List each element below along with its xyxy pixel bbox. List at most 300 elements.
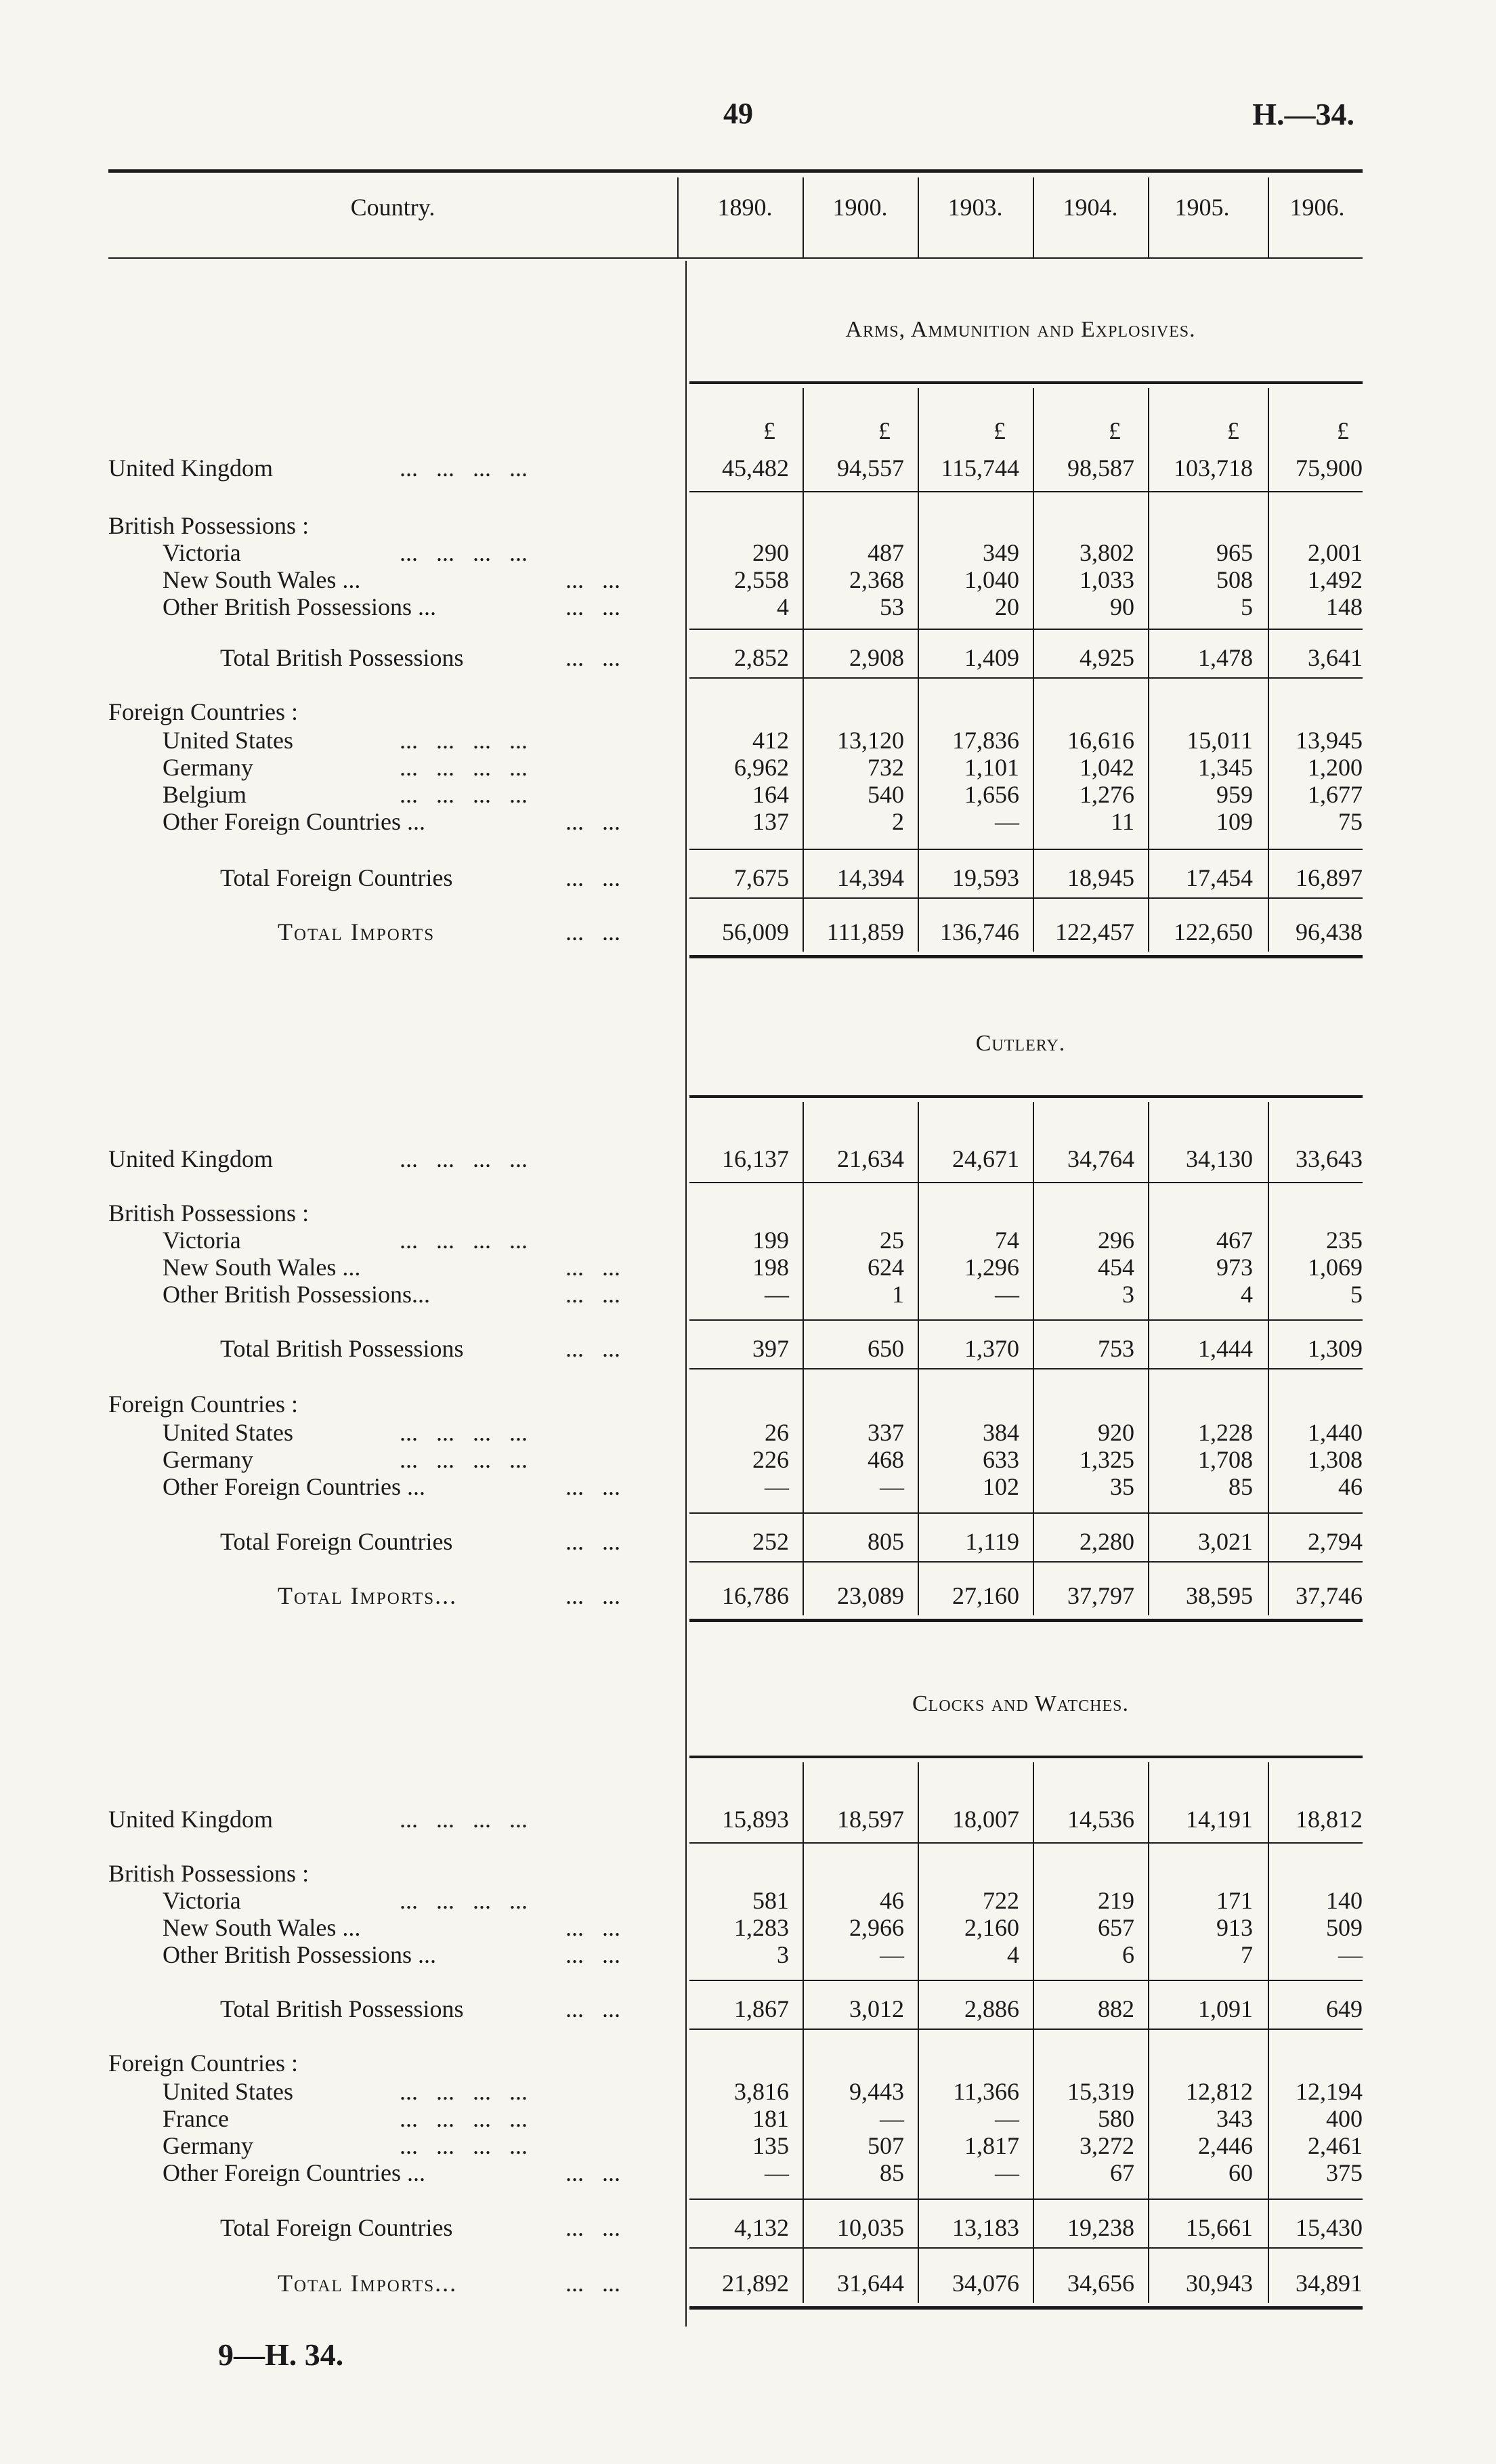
document-reference: H.—34.	[1252, 97, 1354, 131]
table-cell: 19,238	[1067, 2214, 1134, 2241]
table-cell: —	[995, 2105, 1019, 2132]
table-cell: 56,009	[722, 918, 789, 946]
table-cell: 3	[777, 1941, 789, 1968]
column-header-country: Country.	[350, 194, 435, 221]
table-cell: 90	[1110, 593, 1134, 620]
leader-dots: ... ...	[565, 2159, 620, 2186]
row-label: Total Imports...	[278, 2270, 458, 2297]
table-cell: 20	[995, 593, 1019, 620]
top-rule	[108, 169, 1363, 173]
table-cell: 37,746	[1296, 1582, 1363, 1609]
table-cell: 102	[983, 1473, 1019, 1500]
row-label: Other British Possessions ...	[163, 593, 437, 620]
table-cell: 135	[752, 2132, 789, 2159]
column-header-year: 1900.	[832, 194, 888, 221]
subtotal-rule	[689, 491, 1363, 492]
table-cell: 23,089	[837, 1582, 904, 1609]
leader-dots: ... ... ... ...	[400, 1227, 528, 1254]
table-cell: 3,272	[1080, 2132, 1134, 2159]
table-cell: —	[995, 1281, 1019, 1308]
currency-symbol: £	[1109, 417, 1121, 444]
table-cell: 1,409	[964, 644, 1019, 671]
leader-dots: ... ...	[565, 1582, 620, 1609]
table-cell: 18,007	[952, 1806, 1019, 1833]
table-cell: 34,130	[1186, 1145, 1253, 1172]
row-label: British Possessions :	[108, 1860, 309, 1887]
table-cell: 2,794	[1308, 1528, 1363, 1555]
row-label: British Possessions :	[108, 512, 309, 539]
currency-symbol: £	[878, 417, 891, 444]
table-cell: 109	[1216, 808, 1253, 835]
subtotal-rule	[689, 629, 1363, 630]
table-cell: 649	[1326, 1995, 1363, 2022]
leader-dots: ... ... ... ...	[400, 781, 528, 808]
leader-dots: ... ... ... ...	[400, 727, 528, 754]
table-cell: 122,650	[1174, 918, 1253, 946]
table-cell: 2,558	[734, 566, 789, 593]
leader-dots: ... ... ... ...	[400, 754, 528, 781]
row-label: Foreign Countries :	[108, 698, 298, 725]
table-cell: 198	[752, 1254, 789, 1281]
table-cell: 35	[1110, 1473, 1134, 1500]
section-title: Arms, Ammunition and Explosives.	[845, 317, 1196, 342]
table-cell: 2,908	[849, 644, 904, 671]
table-cell: 13,183	[952, 2214, 1019, 2241]
table-cell: 3,641	[1308, 644, 1363, 671]
leader-dots: ... ...	[565, 2270, 620, 2297]
table-cell: 15,011	[1187, 727, 1253, 754]
table-cell: 164	[752, 781, 789, 808]
table-cell: 103,718	[1174, 454, 1253, 482]
table-cell: 913	[1216, 1914, 1253, 1941]
header-col-divider	[677, 177, 679, 257]
row-label: Total Imports...	[278, 1582, 458, 1609]
row-label: New South Wales ...	[163, 1914, 361, 1941]
page-number: 49	[723, 97, 753, 130]
table-cell: 45,482	[722, 454, 789, 482]
table-cell: 21,892	[722, 2270, 789, 2297]
table-cell: 1,478	[1198, 644, 1253, 671]
table-cell: 3,802	[1080, 539, 1134, 566]
table-cell: 1,309	[1308, 1335, 1363, 1362]
table-cell: 5	[1241, 593, 1253, 620]
table-cell: 60	[1228, 2159, 1253, 2186]
table-cell: 27,160	[952, 1582, 1019, 1609]
table-cell: 74	[995, 1227, 1019, 1254]
column-header-year: 1903.	[947, 194, 1003, 221]
table-cell: 3,021	[1198, 1528, 1253, 1555]
table-cell: 34,656	[1067, 2270, 1134, 2297]
table-cell: 115,744	[941, 454, 1019, 482]
table-cell: 2,886	[964, 1995, 1019, 2022]
table-cell: 75	[1338, 808, 1363, 835]
leader-dots: ... ... ... ...	[400, 539, 528, 566]
subtotal-rule	[689, 2199, 1363, 2200]
leader-dots: ... ... ... ...	[400, 2078, 528, 2105]
table-cell: 85	[1228, 1473, 1253, 1500]
table-cell: 1,283	[734, 1914, 789, 1941]
table-cell: 14,394	[837, 864, 904, 891]
table-cell: 1,033	[1080, 566, 1134, 593]
header-bottom-rule	[108, 257, 1363, 259]
table-cell: 9,443	[849, 2078, 904, 2105]
table-cell: 26	[765, 1419, 789, 1446]
table-cell: 11,366	[953, 2078, 1019, 2105]
row-label: Other British Possessions ...	[163, 1941, 437, 1968]
table-cell: 25	[880, 1227, 904, 1254]
leader-dots: ... ...	[565, 1254, 620, 1281]
leader-dots: ... ...	[565, 593, 620, 620]
leader-dots: ... ...	[565, 1528, 620, 1555]
table-cell: 487	[868, 539, 904, 566]
subtotal-rule	[689, 1319, 1363, 1321]
currency-symbol: £	[1337, 417, 1349, 444]
row-label: Foreign Countries :	[108, 2049, 298, 2077]
header-col-divider	[1148, 177, 1149, 257]
table-cell: —	[765, 1281, 789, 1308]
currency-symbol: £	[1227, 417, 1239, 444]
table-cell: 1,069	[1308, 1254, 1363, 1281]
section-top-rule	[689, 1095, 1363, 1098]
table-cell: 1,492	[1308, 566, 1363, 593]
table-cell: 11	[1111, 808, 1134, 835]
table-cell: 34,076	[952, 2270, 1019, 2297]
row-label: Victoria	[163, 1227, 241, 1254]
row-label: United States	[163, 1419, 293, 1446]
row-label: Total British Possessions	[220, 1995, 464, 2022]
table-cell: 14,191	[1186, 1806, 1253, 1833]
leader-dots: ... ...	[565, 918, 620, 946]
section-top-rule	[689, 381, 1363, 384]
table-cell: 1,228	[1198, 1419, 1253, 1446]
table-cell: 37,797	[1067, 1582, 1134, 1609]
table-cell: 181	[752, 2105, 789, 2132]
table-cell: —	[995, 808, 1019, 835]
row-label: Foreign Countries :	[108, 1390, 298, 1418]
table-cell: 509	[1326, 1914, 1363, 1941]
table-cell: 805	[868, 1528, 904, 1555]
header-col-divider	[1268, 177, 1269, 257]
leader-dots: ... ...	[565, 1281, 620, 1308]
row-label: British Possessions :	[108, 1199, 309, 1227]
table-cell: 24,671	[952, 1145, 1019, 1172]
footer-signature: 9—H. 34.	[218, 2337, 344, 2372]
row-label: New South Wales ...	[163, 1254, 361, 1281]
row-label: Victoria	[163, 1887, 241, 1914]
row-label: United Kingdom	[108, 1145, 273, 1172]
table-cell: 13,945	[1296, 727, 1363, 754]
table-cell: 468	[868, 1446, 904, 1473]
table-cell: 15,430	[1296, 2214, 1363, 2241]
table-cell: 2,368	[849, 566, 904, 593]
table-cell: —	[765, 2159, 789, 2186]
table-cell: 1,345	[1198, 754, 1253, 781]
table-cell: 17,454	[1186, 864, 1253, 891]
table-cell: 21,634	[837, 1145, 904, 1172]
table-cell: 16,616	[1067, 727, 1134, 754]
row-label: Germany	[163, 1446, 253, 1473]
leader-dots: ... ...	[565, 566, 620, 593]
table-cell: 31,644	[837, 2270, 904, 2297]
leader-dots: ... ... ... ...	[400, 1806, 528, 1833]
table-cell: 1,200	[1308, 754, 1363, 781]
table-cell: 4,925	[1080, 644, 1134, 671]
row-label: Total British Possessions	[220, 1335, 464, 1362]
section-title: Cutlery.	[975, 1031, 1066, 1056]
table-cell: 959	[1216, 781, 1253, 808]
table-cell: 12,812	[1186, 2078, 1253, 2105]
row-label: United Kingdom	[108, 454, 273, 482]
leader-dots: ... ...	[565, 1914, 620, 1941]
table-cell: 85	[880, 2159, 904, 2186]
row-label: Germany	[163, 754, 253, 781]
subtotal-rule	[689, 1842, 1363, 1844]
table-cell: 19,593	[952, 864, 1019, 891]
table-cell: 1,276	[1080, 781, 1134, 808]
row-label: Other Foreign Countries ...	[163, 2159, 425, 2186]
table-cell: 18,597	[837, 1806, 904, 1833]
section-title: Clocks and Watches.	[912, 1691, 1129, 1716]
row-label: Total Foreign Countries	[220, 1528, 453, 1555]
table-cell: 2,446	[1198, 2132, 1253, 2159]
table-cell: 148	[1326, 593, 1363, 620]
table-cell: 98,587	[1067, 454, 1134, 482]
table-cell: 3,012	[849, 1995, 904, 2022]
table-cell: 111,859	[826, 918, 904, 946]
subtotal-rule	[689, 1182, 1363, 1183]
table-cell: 1,677	[1308, 781, 1363, 808]
table-cell: 75,900	[1296, 454, 1363, 482]
table-cell: 1,296	[964, 1254, 1019, 1281]
table-cell: —	[880, 1473, 904, 1500]
row-label: Victoria	[163, 539, 241, 566]
table-cell: 4	[777, 593, 789, 620]
table-cell: 508	[1216, 566, 1253, 593]
table-cell: 2,280	[1080, 1528, 1134, 1555]
table-cell: —	[880, 1941, 904, 1968]
table-cell: 16,137	[722, 1145, 789, 1172]
table-cell: 12,194	[1296, 2078, 1363, 2105]
table-cell: 384	[983, 1419, 1019, 1446]
table-cell: 136,746	[940, 918, 1019, 946]
table-cell: 1,708	[1198, 1446, 1253, 1473]
table-cell: 5	[1350, 1281, 1363, 1308]
table-cell: 15,319	[1067, 2078, 1134, 2105]
column-header-year: 1905.	[1174, 194, 1230, 221]
row-label: United Kingdom	[108, 1806, 273, 1833]
row-label: Total Foreign Countries	[220, 2214, 453, 2241]
table-cell: 1,101	[964, 754, 1019, 781]
leader-dots: ... ...	[565, 1995, 620, 2022]
table-cell: 226	[752, 1446, 789, 1473]
table-cell: 540	[868, 781, 904, 808]
table-cell: 290	[752, 539, 789, 566]
column-header-year: 1890.	[717, 194, 773, 221]
table-cell: 16,897	[1296, 864, 1363, 891]
table-cell: 199	[752, 1227, 789, 1254]
table-cell: 722	[983, 1887, 1019, 1914]
table-cell: 753	[1098, 1335, 1134, 1362]
leader-dots: ... ... ... ...	[400, 2132, 528, 2159]
table-cell: 633	[983, 1446, 1019, 1473]
table-cell: 375	[1326, 2159, 1363, 2186]
table-cell: 235	[1326, 1227, 1363, 1254]
table-cell: 6,962	[734, 754, 789, 781]
table-cell: 33,643	[1296, 1145, 1363, 1172]
table-cell: 1,040	[964, 566, 1019, 593]
row-label: Total British Possessions	[220, 644, 464, 671]
leader-dots: ... ...	[565, 1941, 620, 1968]
table-cell: 13,120	[837, 727, 904, 754]
column-header-year: 1904.	[1063, 194, 1118, 221]
section-bottom-rule	[689, 1619, 1363, 1622]
table-cell: 343	[1216, 2105, 1253, 2132]
subtotal-rule	[689, 677, 1363, 679]
header-col-divider	[803, 177, 804, 257]
row-label: Other Foreign Countries ...	[163, 1473, 425, 1500]
section-top-rule	[689, 1756, 1363, 1758]
table-cell: 15,661	[1186, 2214, 1253, 2241]
table-cell: 137	[752, 808, 789, 835]
subtotal-rule	[689, 2028, 1363, 2030]
table-cell: 349	[983, 539, 1019, 566]
currency-symbol: £	[993, 417, 1006, 444]
leader-dots: ... ...	[565, 808, 620, 835]
table-cell: 38,595	[1186, 1582, 1253, 1609]
header-col-divider	[1033, 177, 1034, 257]
table-cell: 1,308	[1308, 1446, 1363, 1473]
leader-dots: ... ...	[565, 864, 620, 891]
table-cell: 94,557	[837, 454, 904, 482]
table-cell: 34,891	[1296, 2270, 1363, 2297]
leader-dots: ... ... ... ...	[400, 454, 528, 482]
table-cell: —	[880, 2105, 904, 2132]
table-cell: 965	[1216, 539, 1253, 566]
table-cell: 140	[1326, 1887, 1363, 1914]
subtotal-rule	[689, 2247, 1363, 2249]
table-cell: 4	[1241, 1281, 1253, 1308]
row-label: Total Foreign Countries	[220, 864, 453, 891]
table-cell: 920	[1098, 1419, 1134, 1446]
subtotal-rule	[689, 897, 1363, 899]
table-cell: 507	[868, 2132, 904, 2159]
table-cell: 1,325	[1080, 1446, 1134, 1473]
table-cell: —	[995, 2159, 1019, 2186]
subtotal-rule	[689, 1561, 1363, 1563]
table-cell: 454	[1098, 1254, 1134, 1281]
table-cell: 18,945	[1067, 864, 1134, 891]
table-cell: 1,817	[964, 2132, 1019, 2159]
table-cell: 1,091	[1198, 1995, 1253, 2022]
table-cell: 53	[880, 593, 904, 620]
table-cell: 397	[752, 1335, 789, 1362]
row-label: Other British Possessions...	[163, 1281, 431, 1308]
table-cell: 7,675	[734, 864, 789, 891]
row-label: United States	[163, 727, 293, 754]
table-cell: 46	[1338, 1473, 1363, 1500]
table-cell: 337	[868, 1419, 904, 1446]
row-label: New South Wales ...	[163, 566, 361, 593]
leader-dots: ... ... ... ...	[400, 1446, 528, 1473]
table-cell: 46	[880, 1887, 904, 1914]
table-cell: 6	[1122, 1941, 1134, 1968]
table-cell: 657	[1098, 1914, 1134, 1941]
leader-dots: ... ... ... ...	[400, 2105, 528, 2132]
table-cell: 96,438	[1296, 918, 1363, 946]
table-cell: 10,035	[837, 2214, 904, 2241]
subtotal-rule	[689, 1512, 1363, 1514]
table-cell: 67	[1110, 2159, 1134, 2186]
table-cell: 2,461	[1308, 2132, 1363, 2159]
leader-dots: ... ... ... ...	[400, 1887, 528, 1914]
table-cell: 17,836	[952, 727, 1019, 754]
table-cell: 2,852	[734, 644, 789, 671]
row-label: France	[163, 2105, 229, 2132]
table-cell: 624	[868, 1254, 904, 1281]
subtotal-rule	[689, 1368, 1363, 1369]
header-col-divider	[918, 177, 919, 257]
table-cell: 973	[1216, 1254, 1253, 1281]
table-cell: 14,536	[1067, 1806, 1134, 1833]
subtotal-rule	[689, 1980, 1363, 1981]
section-bottom-rule	[689, 955, 1363, 958]
table-cell: 15,893	[722, 1806, 789, 1833]
table-cell: 1	[892, 1281, 904, 1308]
row-label: Germany	[163, 2132, 253, 2159]
leader-dots: ... ...	[565, 1335, 620, 1362]
table-cell: 122,457	[1055, 918, 1134, 946]
subtotal-rule	[689, 849, 1363, 850]
leader-dots: ... ...	[565, 2214, 620, 2241]
leader-dots: ... ...	[565, 1473, 620, 1500]
leader-dots: ... ...	[565, 644, 620, 671]
table-cell: —	[765, 1473, 789, 1500]
table-cell: 1,440	[1308, 1419, 1363, 1446]
table-cell: 467	[1216, 1227, 1253, 1254]
row-label: Belgium	[163, 781, 247, 808]
column-header-year: 1906.	[1289, 194, 1345, 221]
table-cell: 30,943	[1186, 2270, 1253, 2297]
table-cell: 581	[752, 1887, 789, 1914]
table-cell: 252	[752, 1528, 789, 1555]
table-cell: 2	[892, 808, 904, 835]
table-cell: 3,816	[734, 2078, 789, 2105]
table-cell: 34,764	[1067, 1145, 1134, 1172]
table-cell: 7	[1241, 1941, 1253, 1968]
table-cell: 2,160	[964, 1914, 1019, 1941]
table-cell: 732	[868, 754, 904, 781]
table-cell: 882	[1098, 1995, 1134, 2022]
table-cell: 400	[1326, 2105, 1363, 2132]
table-cell: 1,119	[965, 1528, 1019, 1555]
table-cell: 1,444	[1198, 1335, 1253, 1362]
row-label: United States	[163, 2078, 293, 2105]
table-cell: 4	[1007, 1941, 1019, 1968]
table-cell: 650	[868, 1335, 904, 1362]
table-cell: 2,966	[849, 1914, 904, 1941]
table-cell: 1,042	[1080, 754, 1134, 781]
table-cell: 296	[1098, 1227, 1134, 1254]
row-label: Total Imports	[278, 918, 435, 946]
table-cell: 4,132	[734, 2214, 789, 2241]
table-cell: 2,001	[1308, 539, 1363, 566]
row-label: Other Foreign Countries ...	[163, 808, 425, 835]
table-cell: 16,786	[722, 1582, 789, 1609]
table-cell: 412	[752, 727, 789, 754]
leader-dots: ... ... ... ...	[400, 1419, 528, 1446]
currency-symbol: £	[763, 417, 775, 444]
table-cell: 1,656	[964, 781, 1019, 808]
